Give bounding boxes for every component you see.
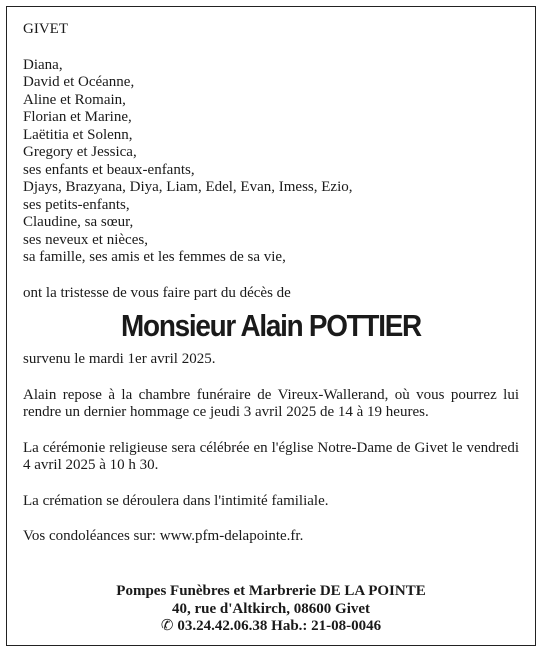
ceremony-info: La cérémonie religieuse sera célébrée en l'église Notre-Dame de Givet le vendredi 4 avril 2025 à 10 h 30. bbox=[23, 439, 519, 473]
family-line: ses petits-enfants, bbox=[23, 196, 130, 213]
family-line: Claudine, sa sœur, bbox=[23, 214, 134, 230]
company-phone: 03.24.42.06.38 Hab.: 21-08-0046 bbox=[177, 618, 382, 634]
family-line: ses enfants et beaux-enfants, bbox=[23, 161, 195, 178]
announcement: ont la tristesse de vous faire part du décès de bbox=[23, 284, 291, 301]
family-line: David et Océanne, bbox=[23, 74, 135, 90]
funeral-home-footer bbox=[7, 583, 535, 636]
notice-body bbox=[23, 21, 519, 546]
company-phone-line bbox=[7, 618, 535, 636]
deceased-date: survenu le mardi 1er avril 2025. bbox=[23, 351, 216, 367]
company-name: Pompes Funèbres et Marbrerie DE LA POINTE bbox=[116, 583, 426, 599]
family-line: Diana, bbox=[23, 56, 63, 73]
viewing-info: Alain repose à la chambre funéraire de Vireux-Wallerand, où vous pourrez lui rendre un dernier hommage ce jeudi 3 avril 2025 de 14 à 19 heures. bbox=[23, 386, 519, 420]
family-line: Djays, Brazyana, Diya, Liam, Edel, Evan, Imess, Ezio, bbox=[23, 179, 353, 195]
cremation-info: La crémation se déroulera dans l'intimité familiale. bbox=[23, 492, 329, 509]
family-line: ses neveux et nièces, bbox=[23, 231, 148, 248]
company-address: 40, rue d'Altkirch, 08600 Givet bbox=[171, 600, 371, 617]
location: GIVET bbox=[23, 21, 68, 37]
condolences-info: Vos condoléances sur: www.pfm-delapointe.fr. bbox=[23, 528, 304, 544]
deceased-name: Monsieur Alain POTTIER bbox=[121, 308, 421, 343]
family-line: sa famille, ses amis et les femmes de sa vie, bbox=[23, 249, 286, 265]
family-list bbox=[23, 57, 519, 267]
phone-icon: ✆ bbox=[160, 618, 174, 634]
family-line: Florian et Marine, bbox=[23, 109, 132, 125]
obituary-notice bbox=[6, 6, 536, 646]
family-line: Laëtitia et Solenn, bbox=[23, 126, 133, 143]
family-line: Aline et Romain, bbox=[23, 91, 126, 108]
family-line: Gregory et Jessica, bbox=[23, 144, 137, 160]
